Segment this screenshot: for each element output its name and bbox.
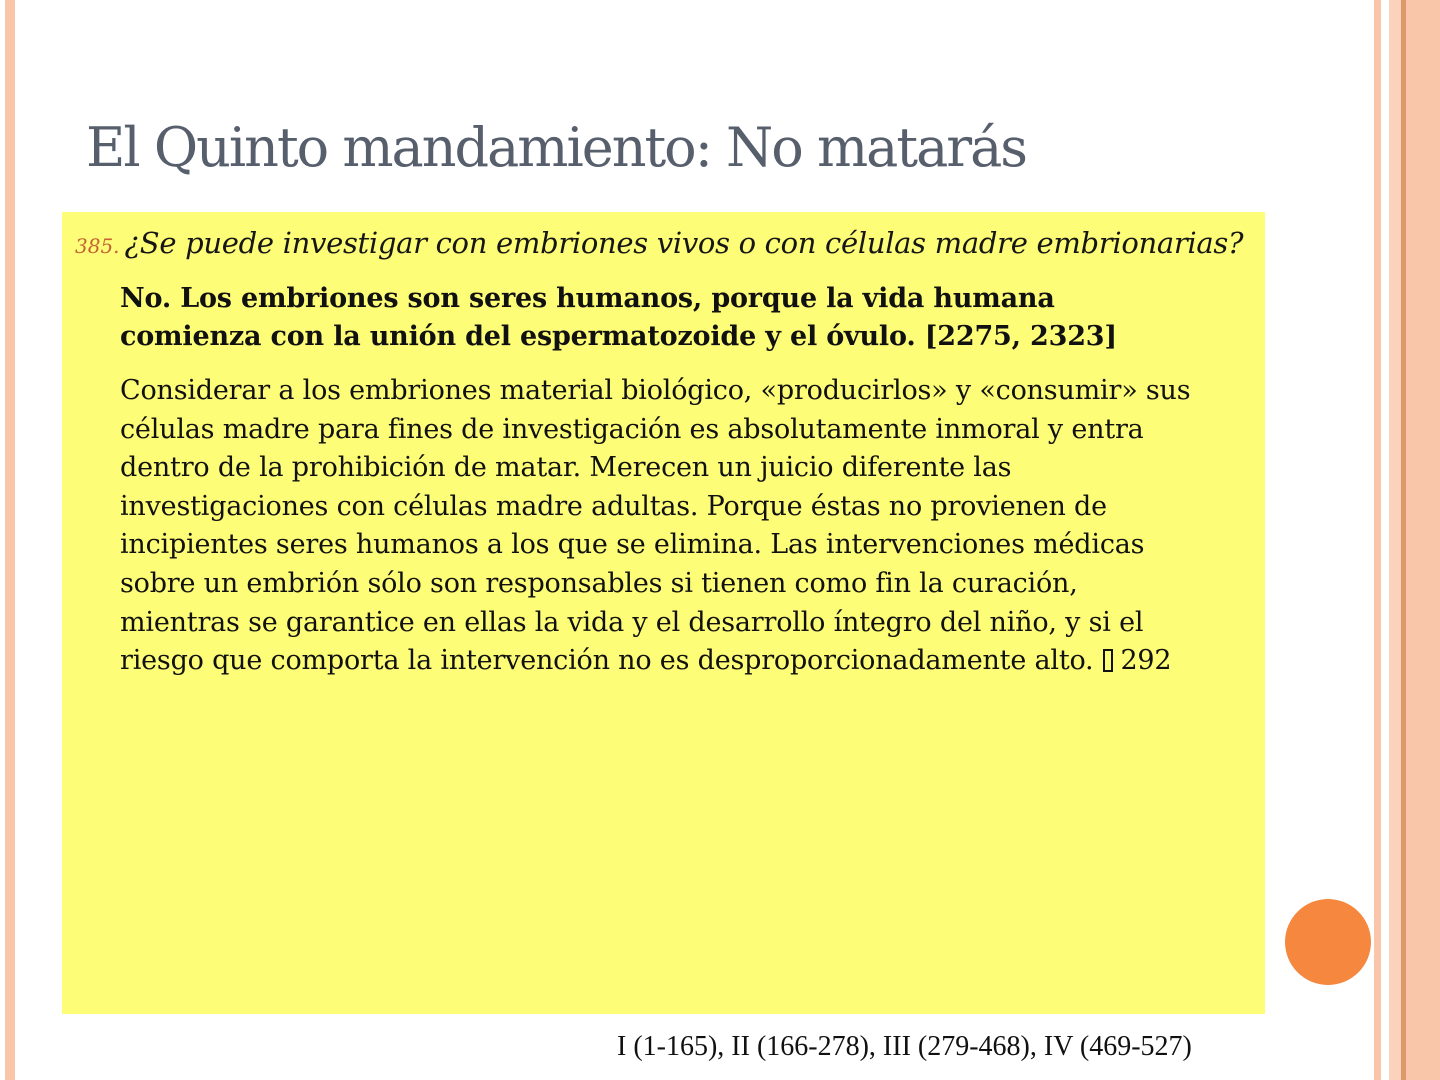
paragraph-reference-number: 292: [1120, 645, 1172, 677]
question-text: ¿Se puede investigar con embriones vivos o con células madre embrionarias?: [124, 226, 1244, 260]
accent-circle: [1285, 899, 1371, 985]
paragraph-line: mientras se garantice en ellas la vida y el desarrollo íntegro del niño, y si el: [120, 606, 1144, 638]
answer-bold-line: No. Los embriones son seres humanos, porque la vida humana: [120, 283, 1055, 314]
paragraph-line: células madre para fines de investigación es absolutamente inmoral y entra: [120, 413, 1144, 445]
question-line: [75, 226, 1243, 260]
missing-glyph-box-icon: [1103, 649, 1113, 672]
answer-paragraph: [120, 372, 1190, 681]
paragraph-line: dentro de la prohibición de matar. Merecen un juicio diferente las: [120, 452, 1012, 484]
paragraph-last-line-text: riesgo que comporta la intervención no es desproporcionadamente alto.: [120, 645, 1094, 677]
paragraph-line: sobre un embrión sólo son responsables si tienen como fin la curación,: [120, 567, 1078, 599]
right-accent-band: [1406, 0, 1440, 1080]
paragraph-line: incipientes seres humanos a los que se elimina. Las intervenciones médicas: [120, 529, 1145, 561]
right-accent-band-light: [1389, 0, 1401, 1080]
left-accent-stripe: [5, 0, 15, 1080]
footer-index: I (1-165), II (166-278), III (279-468), IV (469-527): [617, 1031, 1192, 1062]
right-thin-accent-stripe: [1374, 0, 1381, 1080]
paragraph-last-line: [120, 642, 1190, 681]
paragraph-line: investigaciones con células madre adultas. Porque éstas no provienen de: [120, 490, 1107, 522]
question-number: 385.: [75, 234, 120, 258]
highlight-box: [62, 212, 1265, 1014]
paragraph-line: Considerar a los embriones material biológico, «producirlos» y «consumir» sus: [120, 375, 1191, 406]
answer-bold-text: [120, 280, 1117, 356]
answer-bold-line: comienza con la unión del espermatozoide y el óvulo. [2275, 2323]: [120, 321, 1117, 352]
slide-title: El Quinto mandamiento: No matarás: [86, 116, 1026, 179]
